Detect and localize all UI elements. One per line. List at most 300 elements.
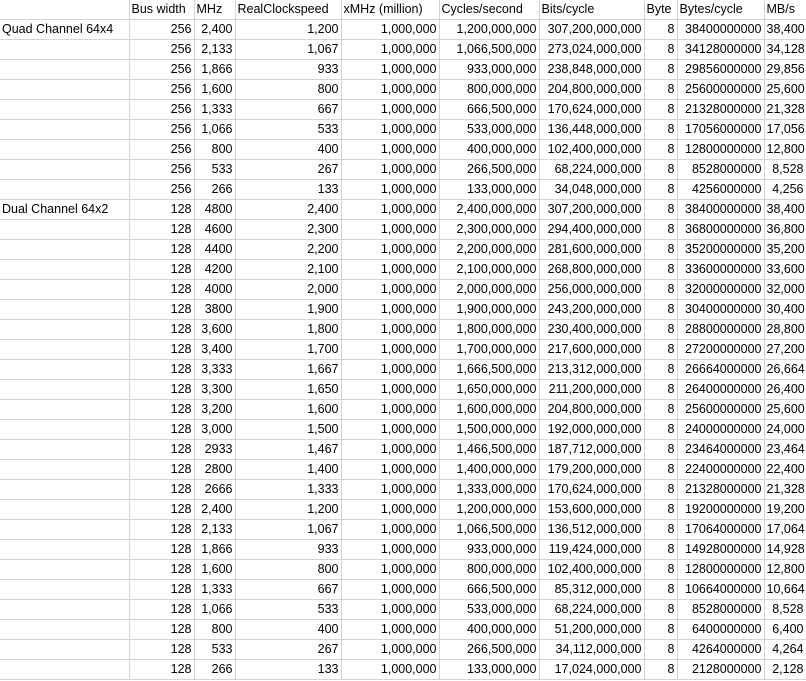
cell-mhz[interactable]: 3,300 (194, 380, 235, 400)
cell-cycles-per-second[interactable]: 2,000,000,000 (439, 280, 539, 300)
cell-mb-per-s[interactable]: 38,400 (764, 200, 806, 220)
cell-mb-per-s[interactable]: 23,464 (764, 440, 806, 460)
cell-bits-per-cycle[interactable]: 34,048,000,000 (539, 180, 644, 200)
cell-bytes-per-cycle[interactable]: 19200000000 (677, 500, 764, 520)
cell-cycles-per-second[interactable]: 1,800,000,000 (439, 320, 539, 340)
cell-cycles-per-second[interactable]: 1,650,000,000 (439, 380, 539, 400)
cell-bits-per-cycle[interactable]: 273,024,000,000 (539, 40, 644, 60)
cell-xmhz[interactable]: 1,000,000 (341, 360, 439, 380)
cell-byte[interactable]: 8 (644, 20, 677, 40)
cell-cycles-per-second[interactable]: 2,400,000,000 (439, 200, 539, 220)
cell-xmhz[interactable]: 1,000,000 (341, 400, 439, 420)
cell-cycles-per-second[interactable]: 800,000,000 (439, 560, 539, 580)
cell-row-label[interactable] (0, 440, 129, 460)
cell-bus-width[interactable]: 128 (129, 560, 194, 580)
cell-row-label[interactable] (0, 60, 129, 80)
cell-cycles-per-second[interactable]: 1,066,500,000 (439, 40, 539, 60)
cell-cycles-per-second[interactable]: 1,666,500,000 (439, 360, 539, 380)
cell-byte[interactable]: 8 (644, 620, 677, 640)
cell-xmhz[interactable]: 1,000,000 (341, 520, 439, 540)
cell-mb-per-s[interactable]: 26,664 (764, 360, 806, 380)
cell-cycles-per-second[interactable]: 133,000,000 (439, 660, 539, 680)
cell-row-label[interactable] (0, 160, 129, 180)
cell-row-label[interactable] (0, 240, 129, 260)
cell-real-clockspeed[interactable]: 933 (235, 540, 341, 560)
cell-row-label[interactable] (0, 480, 129, 500)
cell-cycles-per-second[interactable]: 2,300,000,000 (439, 220, 539, 240)
cell-row-label[interactable] (0, 660, 129, 680)
cell-bits-per-cycle[interactable]: 192,000,000,000 (539, 420, 644, 440)
cell-real-clockspeed[interactable]: 1,200 (235, 500, 341, 520)
cell-mhz[interactable]: 4000 (194, 280, 235, 300)
cell-real-clockspeed[interactable]: 133 (235, 180, 341, 200)
cell-bus-width[interactable]: 128 (129, 480, 194, 500)
cell-bytes-per-cycle[interactable]: 21328000000 (677, 100, 764, 120)
cell-byte[interactable]: 8 (644, 380, 677, 400)
cell-bus-width[interactable]: 256 (129, 40, 194, 60)
cell-row-label[interactable] (0, 220, 129, 240)
cell-xmhz[interactable]: 1,000,000 (341, 420, 439, 440)
cell-bus-width[interactable]: 128 (129, 460, 194, 480)
cell-mhz[interactable]: 3800 (194, 300, 235, 320)
cell-bus-width[interactable]: 128 (129, 620, 194, 640)
cell-bus-width[interactable]: 128 (129, 580, 194, 600)
cell-bits-per-cycle[interactable]: 102,400,000,000 (539, 140, 644, 160)
cell-byte[interactable]: 8 (644, 480, 677, 500)
cell-bits-per-cycle[interactable]: 85,312,000,000 (539, 580, 644, 600)
cell-bus-width[interactable]: 128 (129, 420, 194, 440)
cell-real-clockspeed[interactable]: 533 (235, 600, 341, 620)
cell-xmhz[interactable]: 1,000,000 (341, 40, 439, 60)
cell-mhz[interactable]: 4600 (194, 220, 235, 240)
cell-mhz[interactable]: 4400 (194, 240, 235, 260)
cell-bus-width[interactable]: 128 (129, 280, 194, 300)
cell-byte[interactable]: 8 (644, 520, 677, 540)
cell-xmhz[interactable]: 1,000,000 (341, 160, 439, 180)
cell-row-label[interactable] (0, 340, 129, 360)
cell-byte[interactable]: 8 (644, 540, 677, 560)
cell-row-label[interactable] (0, 80, 129, 100)
cell-mhz[interactable]: 4800 (194, 200, 235, 220)
cell-row-label[interactable] (0, 360, 129, 380)
cell-mhz[interactable]: 266 (194, 660, 235, 680)
cell-xmhz[interactable]: 1,000,000 (341, 260, 439, 280)
cell-real-clockspeed[interactable]: 667 (235, 100, 341, 120)
cell-bits-per-cycle[interactable]: 243,200,000,000 (539, 300, 644, 320)
cell-cycles-per-second[interactable]: 533,000,000 (439, 600, 539, 620)
cell-mb-per-s[interactable]: 33,600 (764, 260, 806, 280)
cell-row-label[interactable] (0, 40, 129, 60)
cell-byte[interactable]: 8 (644, 240, 677, 260)
cell-byte[interactable]: 8 (644, 440, 677, 460)
cell-mb-per-s[interactable]: 4,264 (764, 640, 806, 660)
cell-real-clockspeed[interactable]: 1,600 (235, 400, 341, 420)
cell-bytes-per-cycle[interactable]: 8528000000 (677, 600, 764, 620)
cell-real-clockspeed[interactable]: 400 (235, 620, 341, 640)
cell-bytes-per-cycle[interactable]: 8528000000 (677, 160, 764, 180)
cell-mb-per-s[interactable]: 14,928 (764, 540, 806, 560)
cell-real-clockspeed[interactable]: 533 (235, 120, 341, 140)
cell-bytes-per-cycle[interactable]: 28800000000 (677, 320, 764, 340)
cell-xmhz[interactable]: 1,000,000 (341, 100, 439, 120)
cell-bus-width[interactable]: 256 (129, 120, 194, 140)
cell-bytes-per-cycle[interactable]: 25600000000 (677, 80, 764, 100)
cell-row-label[interactable] (0, 520, 129, 540)
cell-byte[interactable]: 8 (644, 120, 677, 140)
cell-byte[interactable]: 8 (644, 100, 677, 120)
cell-mb-per-s[interactable]: 24,000 (764, 420, 806, 440)
cell-bus-width[interactable]: 256 (129, 100, 194, 120)
cell-mb-per-s[interactable]: 32,000 (764, 280, 806, 300)
cell-mhz[interactable]: 266 (194, 180, 235, 200)
cell-xmhz[interactable]: 1,000,000 (341, 460, 439, 480)
cell-xmhz[interactable]: 1,000,000 (341, 660, 439, 680)
cell-mhz[interactable]: 1,333 (194, 100, 235, 120)
cell-row-label[interactable] (0, 580, 129, 600)
cell-mb-per-s[interactable]: 12,800 (764, 560, 806, 580)
cell-bus-width[interactable]: 128 (129, 440, 194, 460)
cell-row-label[interactable] (0, 380, 129, 400)
header-cell-row-label[interactable] (0, 0, 129, 20)
cell-mb-per-s[interactable]: 35,200 (764, 240, 806, 260)
cell-mhz[interactable]: 1,600 (194, 80, 235, 100)
cell-bus-width[interactable]: 128 (129, 240, 194, 260)
cell-mhz[interactable]: 2800 (194, 460, 235, 480)
cell-byte[interactable]: 8 (644, 320, 677, 340)
cell-mb-per-s[interactable]: 38,400 (764, 20, 806, 40)
cell-xmhz[interactable]: 1,000,000 (341, 80, 439, 100)
cell-row-label[interactable] (0, 560, 129, 580)
cell-mb-per-s[interactable]: 27,200 (764, 340, 806, 360)
cell-xmhz[interactable]: 1,000,000 (341, 180, 439, 200)
cell-xmhz[interactable]: 1,000,000 (341, 200, 439, 220)
cell-bits-per-cycle[interactable]: 119,424,000,000 (539, 540, 644, 560)
cell-bits-per-cycle[interactable]: 281,600,000,000 (539, 240, 644, 260)
cell-bytes-per-cycle[interactable]: 12800000000 (677, 560, 764, 580)
cell-bus-width[interactable]: 256 (129, 140, 194, 160)
cell-xmhz[interactable]: 1,000,000 (341, 320, 439, 340)
cell-bus-width[interactable]: 256 (129, 180, 194, 200)
cell-mb-per-s[interactable]: 29,856 (764, 60, 806, 80)
cell-cycles-per-second[interactable]: 1,333,000,000 (439, 480, 539, 500)
cell-byte[interactable]: 8 (644, 140, 677, 160)
cell-mb-per-s[interactable]: 30,400 (764, 300, 806, 320)
cell-bytes-per-cycle[interactable]: 38400000000 (677, 20, 764, 40)
cell-bytes-per-cycle[interactable]: 25600000000 (677, 400, 764, 420)
cell-bytes-per-cycle[interactable]: 14928000000 (677, 540, 764, 560)
cell-byte[interactable]: 8 (644, 180, 677, 200)
cell-real-clockspeed[interactable]: 267 (235, 640, 341, 660)
cell-real-clockspeed[interactable]: 2,100 (235, 260, 341, 280)
cell-mhz[interactable]: 1,866 (194, 60, 235, 80)
cell-xmhz[interactable]: 1,000,000 (341, 340, 439, 360)
cell-mhz[interactable]: 1,066 (194, 600, 235, 620)
cell-mhz[interactable]: 533 (194, 160, 235, 180)
cell-bits-per-cycle[interactable]: 307,200,000,000 (539, 200, 644, 220)
cell-cycles-per-second[interactable]: 266,500,000 (439, 160, 539, 180)
cell-bytes-per-cycle[interactable]: 33600000000 (677, 260, 764, 280)
cell-mhz[interactable]: 533 (194, 640, 235, 660)
cell-bytes-per-cycle[interactable]: 21328000000 (677, 480, 764, 500)
cell-cycles-per-second[interactable]: 666,500,000 (439, 580, 539, 600)
cell-bus-width[interactable]: 256 (129, 20, 194, 40)
cell-mhz[interactable]: 1,066 (194, 120, 235, 140)
cell-row-label[interactable] (0, 640, 129, 660)
cell-bits-per-cycle[interactable]: 294,400,000,000 (539, 220, 644, 240)
cell-mb-per-s[interactable]: 8,528 (764, 600, 806, 620)
cell-byte[interactable]: 8 (644, 500, 677, 520)
cell-mb-per-s[interactable]: 12,800 (764, 140, 806, 160)
header-cell-real-clockspeed[interactable]: RealClockspeed (235, 0, 341, 20)
cell-real-clockspeed[interactable]: 2,400 (235, 200, 341, 220)
cell-xmhz[interactable]: 1,000,000 (341, 60, 439, 80)
cell-bits-per-cycle[interactable]: 68,224,000,000 (539, 600, 644, 620)
cell-mb-per-s[interactable]: 26,400 (764, 380, 806, 400)
cell-xmhz[interactable]: 1,000,000 (341, 440, 439, 460)
cell-bus-width[interactable]: 128 (129, 520, 194, 540)
cell-cycles-per-second[interactable]: 266,500,000 (439, 640, 539, 660)
cell-bus-width[interactable]: 128 (129, 200, 194, 220)
cell-row-label[interactable] (0, 120, 129, 140)
cell-row-label[interactable] (0, 100, 129, 120)
header-cell-bits-per-cycle[interactable]: Bits/cycle (539, 0, 644, 20)
header-cell-mb-per-s[interactable]: MB/s (764, 0, 806, 20)
cell-byte[interactable]: 8 (644, 280, 677, 300)
cell-bus-width[interactable]: 128 (129, 220, 194, 240)
cell-bus-width[interactable]: 128 (129, 260, 194, 280)
cell-byte[interactable]: 8 (644, 360, 677, 380)
cell-byte[interactable]: 8 (644, 300, 677, 320)
cell-bus-width[interactable]: 256 (129, 80, 194, 100)
cell-bits-per-cycle[interactable]: 170,624,000,000 (539, 480, 644, 500)
cell-xmhz[interactable]: 1,000,000 (341, 480, 439, 500)
cell-cycles-per-second[interactable]: 1,900,000,000 (439, 300, 539, 320)
cell-mb-per-s[interactable]: 21,328 (764, 480, 806, 500)
header-cell-byte[interactable]: Byte (644, 0, 677, 20)
cell-row-label[interactable]: Dual Channel 64x2 (0, 200, 129, 220)
cell-real-clockspeed[interactable]: 2,300 (235, 220, 341, 240)
header-cell-bus-width[interactable]: Bus width (129, 0, 194, 20)
cell-bus-width[interactable]: 128 (129, 540, 194, 560)
cell-mb-per-s[interactable]: 6,400 (764, 620, 806, 640)
cell-xmhz[interactable]: 1,000,000 (341, 300, 439, 320)
cell-bytes-per-cycle[interactable]: 4256000000 (677, 180, 764, 200)
cell-bus-width[interactable]: 128 (129, 400, 194, 420)
cell-real-clockspeed[interactable]: 1,700 (235, 340, 341, 360)
cell-bits-per-cycle[interactable]: 217,600,000,000 (539, 340, 644, 360)
cell-cycles-per-second[interactable]: 933,000,000 (439, 60, 539, 80)
cell-real-clockspeed[interactable]: 800 (235, 560, 341, 580)
cell-real-clockspeed[interactable]: 1,467 (235, 440, 341, 460)
cell-mb-per-s[interactable]: 25,600 (764, 400, 806, 420)
cell-bytes-per-cycle[interactable]: 17056000000 (677, 120, 764, 140)
cell-real-clockspeed[interactable]: 2,200 (235, 240, 341, 260)
cell-mhz[interactable]: 4200 (194, 260, 235, 280)
cell-row-label[interactable] (0, 400, 129, 420)
cell-real-clockspeed[interactable]: 2,000 (235, 280, 341, 300)
cell-row-label[interactable] (0, 420, 129, 440)
cell-bus-width[interactable]: 128 (129, 380, 194, 400)
cell-mb-per-s[interactable]: 17,056 (764, 120, 806, 140)
cell-mb-per-s[interactable]: 10,664 (764, 580, 806, 600)
cell-bits-per-cycle[interactable]: 51,200,000,000 (539, 620, 644, 640)
cell-row-label[interactable] (0, 600, 129, 620)
cell-cycles-per-second[interactable]: 1,066,500,000 (439, 520, 539, 540)
cell-xmhz[interactable]: 1,000,000 (341, 380, 439, 400)
cell-mb-per-s[interactable]: 21,328 (764, 100, 806, 120)
cell-cycles-per-second[interactable]: 1,200,000,000 (439, 20, 539, 40)
cell-real-clockspeed[interactable]: 133 (235, 660, 341, 680)
cell-bytes-per-cycle[interactable]: 12800000000 (677, 140, 764, 160)
cell-bus-width[interactable]: 128 (129, 320, 194, 340)
cell-bus-width[interactable]: 128 (129, 500, 194, 520)
cell-real-clockspeed[interactable]: 267 (235, 160, 341, 180)
cell-bits-per-cycle[interactable]: 102,400,000,000 (539, 560, 644, 580)
cell-bus-width[interactable]: 256 (129, 160, 194, 180)
cell-mb-per-s[interactable]: 4,256 (764, 180, 806, 200)
cell-real-clockspeed[interactable]: 400 (235, 140, 341, 160)
cell-mhz[interactable]: 3,333 (194, 360, 235, 380)
cell-mhz[interactable]: 1,333 (194, 580, 235, 600)
cell-mb-per-s[interactable]: 28,800 (764, 320, 806, 340)
cell-bytes-per-cycle[interactable]: 23464000000 (677, 440, 764, 460)
cell-real-clockspeed[interactable]: 1,200 (235, 20, 341, 40)
cell-bits-per-cycle[interactable]: 179,200,000,000 (539, 460, 644, 480)
cell-mhz[interactable]: 1,600 (194, 560, 235, 580)
cell-real-clockspeed[interactable]: 1,500 (235, 420, 341, 440)
cell-bus-width[interactable]: 256 (129, 60, 194, 80)
cell-xmhz[interactable]: 1,000,000 (341, 620, 439, 640)
cell-byte[interactable]: 8 (644, 580, 677, 600)
cell-bytes-per-cycle[interactable]: 27200000000 (677, 340, 764, 360)
cell-real-clockspeed[interactable]: 1,900 (235, 300, 341, 320)
cell-mhz[interactable]: 3,000 (194, 420, 235, 440)
cell-mhz[interactable]: 2,133 (194, 40, 235, 60)
cell-cycles-per-second[interactable]: 1,466,500,000 (439, 440, 539, 460)
cell-mhz[interactable]: 3,600 (194, 320, 235, 340)
cell-mhz[interactable]: 2,133 (194, 520, 235, 540)
header-cell-bytes-per-cycle[interactable]: Bytes/cycle (677, 0, 764, 20)
cell-bytes-per-cycle[interactable]: 4264000000 (677, 640, 764, 660)
cell-real-clockspeed[interactable]: 1,067 (235, 520, 341, 540)
cell-byte[interactable]: 8 (644, 600, 677, 620)
cell-byte[interactable]: 8 (644, 340, 677, 360)
cell-row-label[interactable] (0, 140, 129, 160)
cell-cycles-per-second[interactable]: 133,000,000 (439, 180, 539, 200)
cell-byte[interactable]: 8 (644, 400, 677, 420)
cell-bus-width[interactable]: 128 (129, 340, 194, 360)
cell-cycles-per-second[interactable]: 533,000,000 (439, 120, 539, 140)
header-cell-mhz[interactable]: MHz (194, 0, 235, 20)
cell-byte[interactable]: 8 (644, 640, 677, 660)
header-cell-xmhz[interactable]: xMHz (million) (341, 0, 439, 20)
cell-row-label[interactable] (0, 500, 129, 520)
cell-real-clockspeed[interactable]: 1,067 (235, 40, 341, 60)
cell-byte[interactable]: 8 (644, 80, 677, 100)
cell-xmhz[interactable]: 1,000,000 (341, 120, 439, 140)
cell-byte[interactable]: 8 (644, 40, 677, 60)
cell-mhz[interactable]: 1,866 (194, 540, 235, 560)
cell-xmhz[interactable]: 1,000,000 (341, 20, 439, 40)
cell-cycles-per-second[interactable]: 666,500,000 (439, 100, 539, 120)
cell-cycles-per-second[interactable]: 400,000,000 (439, 140, 539, 160)
cell-mhz[interactable]: 2,400 (194, 20, 235, 40)
cell-mb-per-s[interactable]: 25,600 (764, 80, 806, 100)
cell-bits-per-cycle[interactable]: 136,512,000,000 (539, 520, 644, 540)
cell-byte[interactable]: 8 (644, 60, 677, 80)
cell-mhz[interactable]: 2666 (194, 480, 235, 500)
cell-bits-per-cycle[interactable]: 34,112,000,000 (539, 640, 644, 660)
cell-bytes-per-cycle[interactable]: 36800000000 (677, 220, 764, 240)
cell-row-label[interactable] (0, 460, 129, 480)
cell-bytes-per-cycle[interactable]: 22400000000 (677, 460, 764, 480)
cell-bytes-per-cycle[interactable]: 17064000000 (677, 520, 764, 540)
cell-mhz[interactable]: 3,200 (194, 400, 235, 420)
cell-bytes-per-cycle[interactable]: 26664000000 (677, 360, 764, 380)
cell-bits-per-cycle[interactable]: 256,000,000,000 (539, 280, 644, 300)
cell-xmhz[interactable]: 1,000,000 (341, 560, 439, 580)
cell-real-clockspeed[interactable]: 667 (235, 580, 341, 600)
cell-bytes-per-cycle[interactable]: 26400000000 (677, 380, 764, 400)
cell-bits-per-cycle[interactable]: 170,624,000,000 (539, 100, 644, 120)
cell-bytes-per-cycle[interactable]: 38400000000 (677, 200, 764, 220)
cell-bus-width[interactable]: 128 (129, 640, 194, 660)
cell-row-label[interactable] (0, 320, 129, 340)
cell-xmhz[interactable]: 1,000,000 (341, 140, 439, 160)
cell-bits-per-cycle[interactable]: 153,600,000,000 (539, 500, 644, 520)
cell-cycles-per-second[interactable]: 1,400,000,000 (439, 460, 539, 480)
cell-mb-per-s[interactable]: 36,800 (764, 220, 806, 240)
cell-xmhz[interactable]: 1,000,000 (341, 580, 439, 600)
cell-mhz[interactable]: 2933 (194, 440, 235, 460)
cell-xmhz[interactable]: 1,000,000 (341, 280, 439, 300)
cell-byte[interactable]: 8 (644, 200, 677, 220)
cell-cycles-per-second[interactable]: 1,500,000,000 (439, 420, 539, 440)
cell-mb-per-s[interactable]: 34,128 (764, 40, 806, 60)
cell-mhz[interactable]: 800 (194, 620, 235, 640)
cell-row-label[interactable] (0, 620, 129, 640)
cell-xmhz[interactable]: 1,000,000 (341, 240, 439, 260)
cell-bytes-per-cycle[interactable]: 10664000000 (677, 580, 764, 600)
cell-bits-per-cycle[interactable]: 136,448,000,000 (539, 120, 644, 140)
cell-cycles-per-second[interactable]: 400,000,000 (439, 620, 539, 640)
cell-bits-per-cycle[interactable]: 268,800,000,000 (539, 260, 644, 280)
cell-mb-per-s[interactable]: 19,200 (764, 500, 806, 520)
cell-bus-width[interactable]: 128 (129, 360, 194, 380)
cell-cycles-per-second[interactable]: 800,000,000 (439, 80, 539, 100)
cell-real-clockspeed[interactable]: 1,800 (235, 320, 341, 340)
cell-bits-per-cycle[interactable]: 187,712,000,000 (539, 440, 644, 460)
cell-row-label[interactable] (0, 280, 129, 300)
cell-bits-per-cycle[interactable]: 238,848,000,000 (539, 60, 644, 80)
cell-bits-per-cycle[interactable]: 204,800,000,000 (539, 400, 644, 420)
cell-bits-per-cycle[interactable]: 17,024,000,000 (539, 660, 644, 680)
cell-bytes-per-cycle[interactable]: 32000000000 (677, 280, 764, 300)
cell-row-label[interactable] (0, 180, 129, 200)
cell-bits-per-cycle[interactable]: 204,800,000,000 (539, 80, 644, 100)
cell-xmhz[interactable]: 1,000,000 (341, 540, 439, 560)
cell-bytes-per-cycle[interactable]: 35200000000 (677, 240, 764, 260)
cell-bytes-per-cycle[interactable]: 29856000000 (677, 60, 764, 80)
cell-mb-per-s[interactable]: 2,128 (764, 660, 806, 680)
cell-row-label[interactable] (0, 260, 129, 280)
cell-bytes-per-cycle[interactable]: 6400000000 (677, 620, 764, 640)
cell-mb-per-s[interactable]: 22,400 (764, 460, 806, 480)
cell-bytes-per-cycle[interactable]: 34128000000 (677, 40, 764, 60)
cell-byte[interactable]: 8 (644, 260, 677, 280)
cell-real-clockspeed[interactable]: 1,333 (235, 480, 341, 500)
cell-cycles-per-second[interactable]: 933,000,000 (439, 540, 539, 560)
